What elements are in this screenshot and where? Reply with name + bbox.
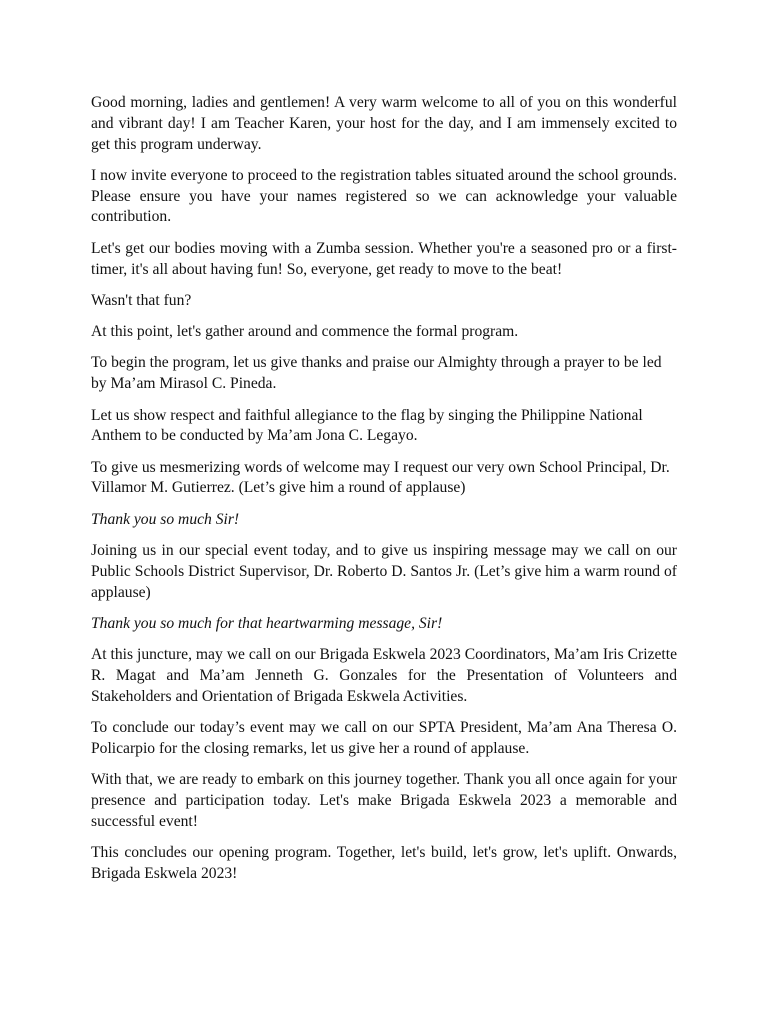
paragraph-journey: With that, we are ready to embark on this journey together. Thank you all once again for your presence and participation today. Let's make Brigada Eskwela 2023 a memorable and successful event! [91, 771, 677, 830]
paragraph-anthem: Let us show respect and faithful allegiance to the flag by singing the Philippine National Anthem to be conducted by Ma’am Jona C. Legayo. [91, 406, 643, 445]
paragraph-coordinators: At this juncture, may we call on our Brigada Eskwela 2023 Coordinators, Ma’am Iris Crizette R. Magat and Ma’am Jenneth G. Gonzales for the Presentation of Volunteers and Stakeholders and Orientation of Brigada Eskwela Activities. [91, 646, 677, 705]
paragraph-thanks-supervisor: Thank you so much for that heartwarming message, Sir! [91, 614, 443, 632]
paragraph-welcome: Good morning, ladies and gentlemen! A very warm welcome to all of you on this wonderful and vibrant day! I am Teacher Karen, your host for the day, and I am immensely excited to get this program underway. [91, 94, 677, 153]
paragraph-conclusion: This concludes our opening program. Together, let's build, let's grow, let's uplift. Onwards, Brigada Eskwela 2023! [91, 844, 677, 882]
paragraph-prayer: To begin the program, let us give thanks and praise our Almighty through a prayer to be led by Ma’am Mirasol C. Pineda. [91, 354, 662, 393]
document-page [91, 93, 677, 895]
paragraph-supervisor: Joining us in our special event today, and to give us inspiring message may we call on our Public Schools District Supervisor, Dr. Roberto D. Santos Jr. (Let’s give him a warm round of applause) [91, 542, 677, 601]
paragraph-formal-program: At this point, let's gather around and commence the formal program. [91, 323, 519, 341]
paragraph-fun: Wasn't that fun? [91, 291, 192, 309]
paragraph-principal: To give us mesmerizing words of welcome may I request our very own School Principal, Dr. Villamor M. Gutierrez. (Let’s give him a round of applause) [91, 458, 670, 497]
paragraph-zumba: Let's get our bodies moving with a Zumba session. Whether you're a seasoned pro or a first-timer, it's all about having fun! So, everyone, get ready to move to the beat! [91, 239, 677, 278]
paragraph-thanks-principal: Thank you so much Sir! [91, 510, 240, 528]
paragraph-registration: I now invite everyone to proceed to the registration tables situated around the school grounds. Please ensure you have your names registered so we can acknowledge your valuable contribution. [91, 166, 677, 226]
paragraph-closing-remarks: To conclude our today’s event may we call on our SPTA President, Ma’am Ana Theresa O. Policarpio for the closing remarks, let us give her a round of applause. [91, 719, 677, 757]
